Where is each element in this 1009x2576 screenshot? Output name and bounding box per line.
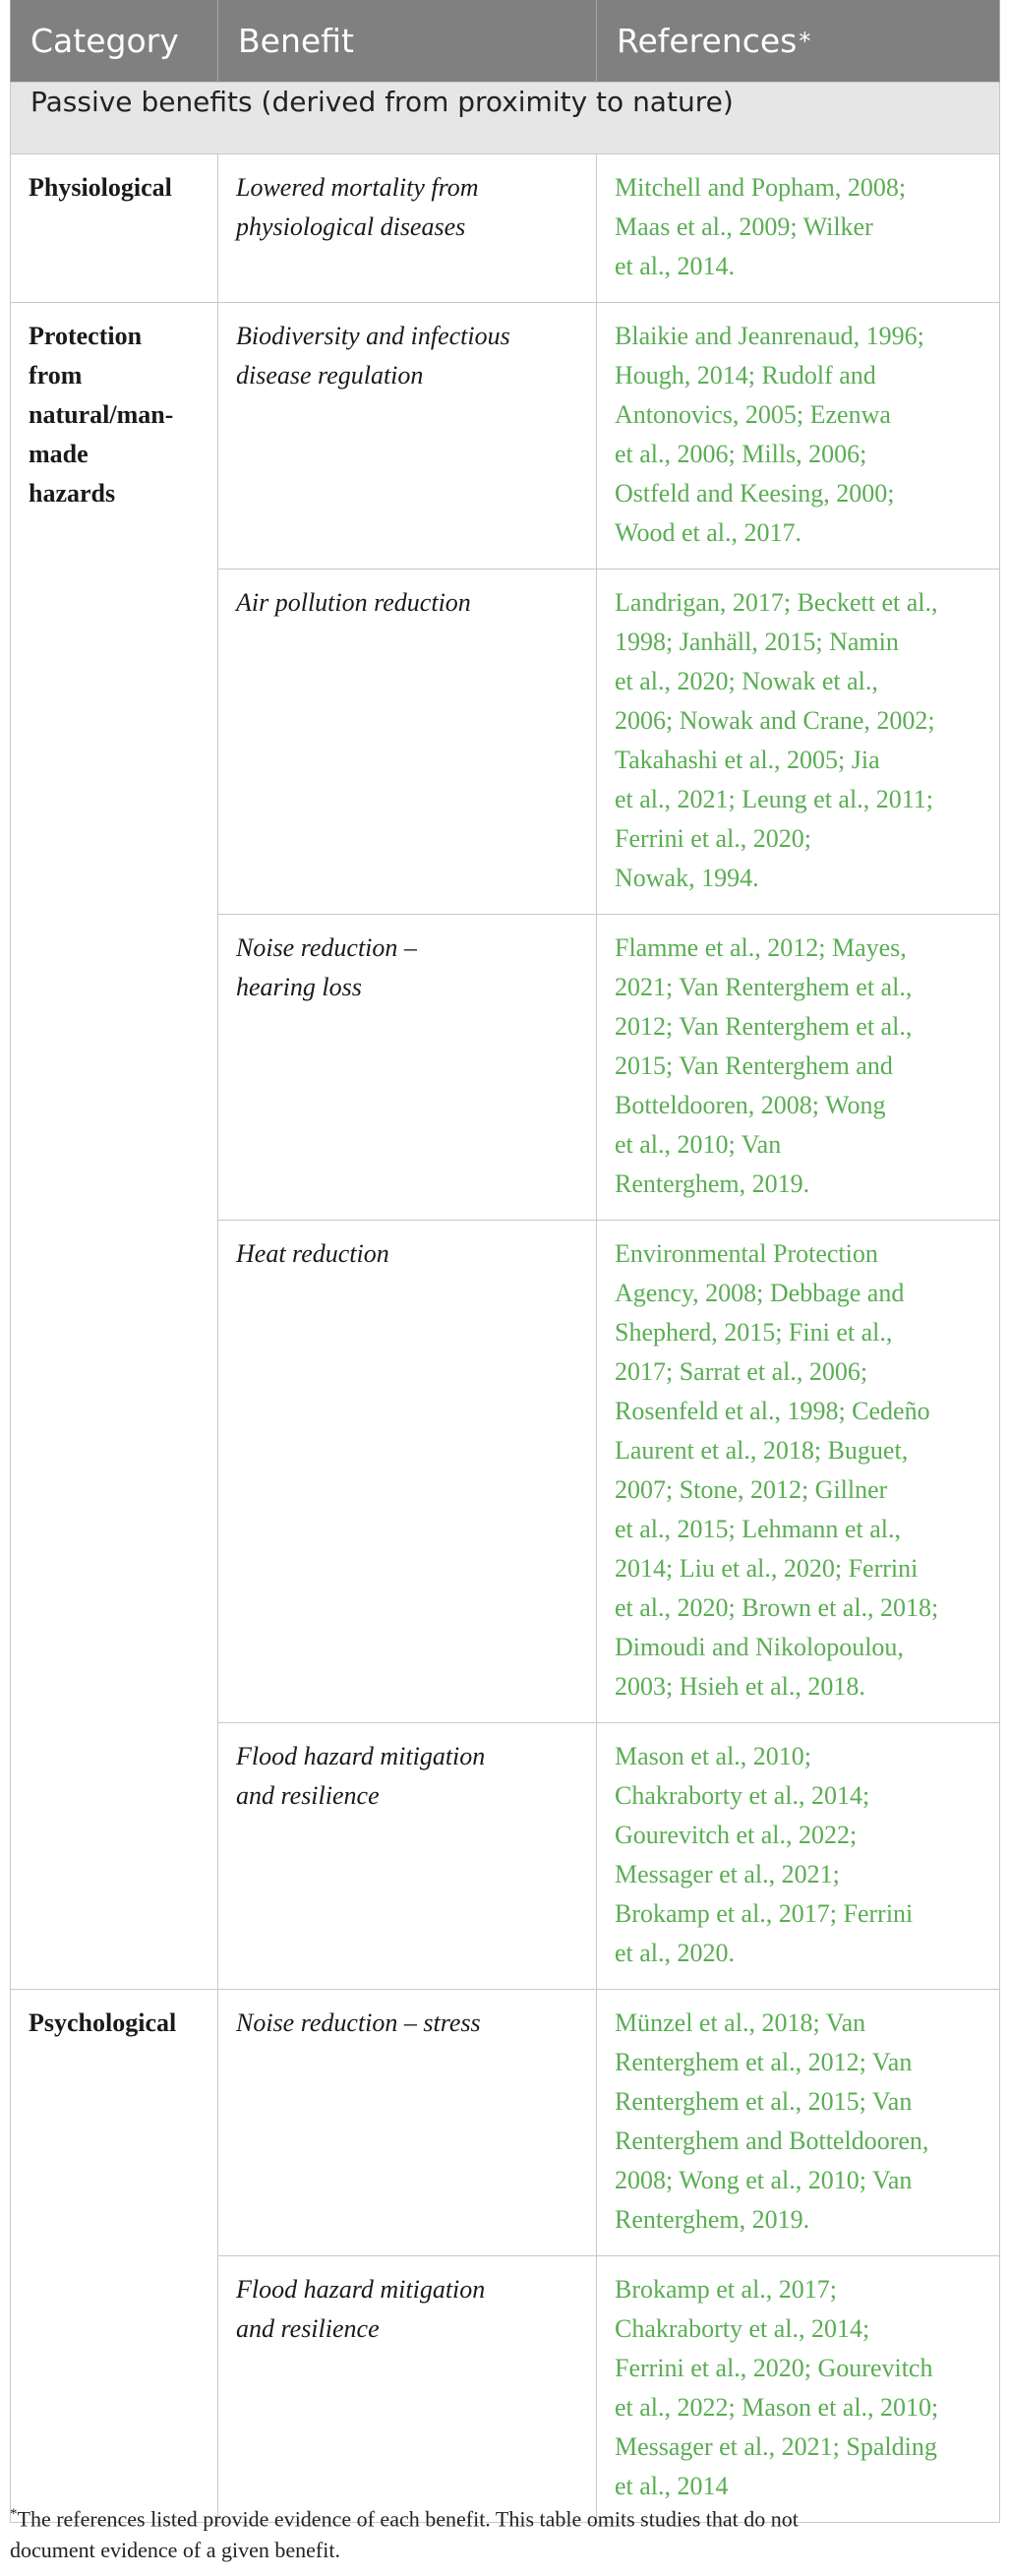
- reference-link-line[interactable]: Landrigan, 2017; Beckett et al.,: [615, 588, 938, 617]
- benefit-line: disease regulation: [236, 361, 424, 389]
- benefit-cell: [218, 1723, 597, 1990]
- reference-link-line[interactable]: 2008; Wong et al., 2010; Van: [615, 2166, 913, 2194]
- benefit-cell: [218, 569, 597, 915]
- category-line: Protection: [29, 322, 143, 350]
- table-body: [11, 83, 1000, 2523]
- table-row: [11, 303, 1000, 569]
- benefit-line: Biodiversity and infectious: [236, 322, 510, 350]
- reference-link-line[interactable]: Blaikie and Jeanrenaud, 1996;: [615, 322, 924, 350]
- table-container: [10, 0, 999, 2523]
- reference-link-line[interactable]: Chakraborty et al., 2014;: [615, 2314, 870, 2343]
- benefit-cell: [218, 1990, 597, 2256]
- reference-link-line[interactable]: Renterghem et al., 2015; Van: [615, 2087, 913, 2116]
- references-cell: [597, 1221, 1000, 1723]
- references-cell: [597, 569, 1000, 915]
- footnote-line-2: document evidence of a given benefit.: [10, 2538, 340, 2563]
- reference-link-line[interactable]: Brokamp et al., 2017;: [615, 2275, 838, 2304]
- reference-link-line[interactable]: et al., 2010; Van: [615, 1130, 782, 1159]
- reference-link-line[interactable]: Messager et al., 2021; Spalding: [615, 2432, 937, 2461]
- reference-link-line[interactable]: Agency, 2008; Debbage and: [615, 1279, 905, 1307]
- reference-link-line[interactable]: et al., 2021; Leung et al., 2011;: [615, 785, 933, 813]
- reference-link-line[interactable]: 1998; Janhäll, 2015; Namin: [615, 628, 899, 656]
- reference-link-line[interactable]: Ferrini et al., 2020; Gourevitch: [615, 2354, 933, 2382]
- table-header: [11, 0, 1000, 83]
- reference-link-line[interactable]: 2021; Van Renterghem et al.,: [615, 973, 913, 1001]
- benefit-cell: [218, 1221, 597, 1723]
- category-line: from: [29, 361, 83, 389]
- references-cell: [597, 154, 1000, 303]
- reference-link-line[interactable]: Hough, 2014; Rudolf and: [615, 361, 876, 389]
- reference-link-line[interactable]: et al., 2022; Mason et al., 2010;: [615, 2393, 939, 2422]
- benefit-cell: [218, 915, 597, 1221]
- header-references: References*: [597, 0, 1000, 83]
- reference-link-line[interactable]: 2015; Van Renterghem and: [615, 1051, 893, 1080]
- reference-link-line[interactable]: Mitchell and Popham, 2008;: [615, 173, 907, 202]
- reference-link-line[interactable]: et al., 2014.: [615, 252, 736, 280]
- header-benefit: Benefit: [218, 0, 597, 83]
- reference-link-line[interactable]: Shepherd, 2015; Fini et al.,: [615, 1318, 893, 1347]
- benefit-cell: [218, 303, 597, 569]
- reference-link-line[interactable]: Laurent et al., 2018; Buguet,: [615, 1436, 909, 1465]
- category-line: hazards: [29, 479, 116, 508]
- benefits-table: [10, 0, 1000, 2523]
- benefit-line: hearing loss: [236, 973, 362, 1001]
- reference-link-line[interactable]: Messager et al., 2021;: [615, 1860, 840, 1888]
- reference-link-line[interactable]: et al., 2020; Brown et al., 2018;: [615, 1593, 939, 1622]
- benefit-line: Flood hazard mitigation: [236, 2275, 486, 2304]
- reference-link-line[interactable]: Wood et al., 2017.: [615, 518, 801, 547]
- references-cell: [597, 915, 1000, 1221]
- table-row: [11, 154, 1000, 303]
- reference-link-line[interactable]: 2003; Hsieh et al., 2018.: [615, 1672, 865, 1701]
- footnote-line-1: The references listed provide evidence of each benefit. This table omits studies that do not: [17, 2506, 799, 2532]
- reference-link-line[interactable]: 2006; Nowak and Crane, 2002;: [615, 706, 935, 735]
- category-line: made: [29, 440, 89, 468]
- benefit-cell: [218, 154, 597, 303]
- benefit-line: and resilience: [236, 2314, 380, 2343]
- reference-link-line[interactable]: Renterghem et al., 2012; Van: [615, 2048, 913, 2076]
- reference-link-line[interactable]: et al., 2020; Nowak et al.,: [615, 667, 878, 695]
- benefit-line: Air pollution reduction: [236, 588, 471, 617]
- benefit-line: Heat reduction: [236, 1239, 389, 1268]
- benefit-line: Lowered mortality from: [236, 173, 479, 202]
- reference-link-line[interactable]: et al., 2015; Lehmann et al.,: [615, 1515, 901, 1543]
- table-row: [11, 1990, 1000, 2256]
- category-cell: [11, 303, 218, 1990]
- references-cell: [597, 1990, 1000, 2256]
- reference-link-line[interactable]: Maas et al., 2009; Wilker: [615, 212, 873, 241]
- category-cell: [11, 1990, 218, 2523]
- reference-link-line[interactable]: 2012; Van Renterghem et al.,: [615, 1012, 913, 1041]
- header-category: Category: [11, 0, 218, 83]
- reference-link-line[interactable]: Ostfeld and Keesing, 2000;: [615, 479, 895, 508]
- reference-link-line[interactable]: Dimoudi and Nikolopoulou,: [615, 1633, 904, 1661]
- reference-link-line[interactable]: Botteldooren, 2008; Wong: [615, 1091, 886, 1119]
- reference-link-line[interactable]: Environmental Protection: [615, 1239, 878, 1268]
- benefit-line: Noise reduction –: [236, 933, 417, 962]
- reference-link-line[interactable]: Ferrini et al., 2020;: [615, 824, 812, 853]
- reference-link-line[interactable]: 2007; Stone, 2012; Gillner: [615, 1475, 888, 1504]
- benefit-line: Flood hazard mitigation: [236, 1742, 486, 1770]
- reference-link-line[interactable]: 2014; Liu et al., 2020; Ferrini: [615, 1554, 919, 1583]
- reference-link-line[interactable]: Mason et al., 2010;: [615, 1742, 812, 1770]
- benefit-cell: [218, 2256, 597, 2523]
- footnote-marker: *: [799, 28, 811, 55]
- category-line: natural/man-: [29, 400, 174, 429]
- reference-link-line[interactable]: Rosenfeld et al., 1998; Cedeño: [615, 1397, 930, 1425]
- footnote-star: *: [10, 2506, 18, 2522]
- category-line: Physiological: [29, 173, 172, 202]
- references-cell: [597, 1723, 1000, 1990]
- reference-link-line[interactable]: 2017; Sarrat et al., 2006;: [615, 1357, 868, 1386]
- reference-link-line[interactable]: Chakraborty et al., 2014;: [615, 1781, 870, 1810]
- reference-link-line[interactable]: Münzel et al., 2018; Van: [615, 2008, 866, 2037]
- reference-link-line[interactable]: Nowak, 1994.: [615, 864, 759, 892]
- reference-link-line[interactable]: et al., 2014: [615, 2472, 729, 2500]
- section-row: [11, 83, 1000, 154]
- benefit-line: physiological diseases: [236, 212, 466, 241]
- reference-link-line[interactable]: Renterghem, 2019.: [615, 2205, 810, 2234]
- reference-link-line[interactable]: Antonovics, 2005; Ezenwa: [615, 400, 891, 429]
- references-cell: [597, 2256, 1000, 2523]
- reference-link-line[interactable]: et al., 2020.: [615, 1939, 736, 1967]
- reference-link-line[interactable]: Renterghem, 2019.: [615, 1169, 810, 1198]
- table-footnote: [10, 2498, 999, 2566]
- reference-link-line[interactable]: Flamme et al., 2012; Mayes,: [615, 933, 907, 962]
- reference-link-line[interactable]: Renterghem and Botteldooren,: [615, 2127, 929, 2155]
- category-line: Psychological: [29, 2008, 177, 2037]
- benefit-line: Noise reduction – stress: [236, 2008, 481, 2037]
- reference-link-line[interactable]: Brokamp et al., 2017; Ferrini: [615, 1899, 914, 1928]
- reference-link-line[interactable]: Gourevitch et al., 2022;: [615, 1821, 858, 1849]
- benefit-line: and resilience: [236, 1781, 380, 1810]
- reference-link-line[interactable]: Takahashi et al., 2005; Jia: [615, 746, 880, 774]
- category-cell: [11, 154, 218, 303]
- references-cell: [597, 303, 1000, 569]
- section-title: Passive benefits (derived from proximity to nature): [11, 83, 1000, 154]
- reference-link-line[interactable]: et al., 2006; Mills, 2006;: [615, 440, 867, 468]
